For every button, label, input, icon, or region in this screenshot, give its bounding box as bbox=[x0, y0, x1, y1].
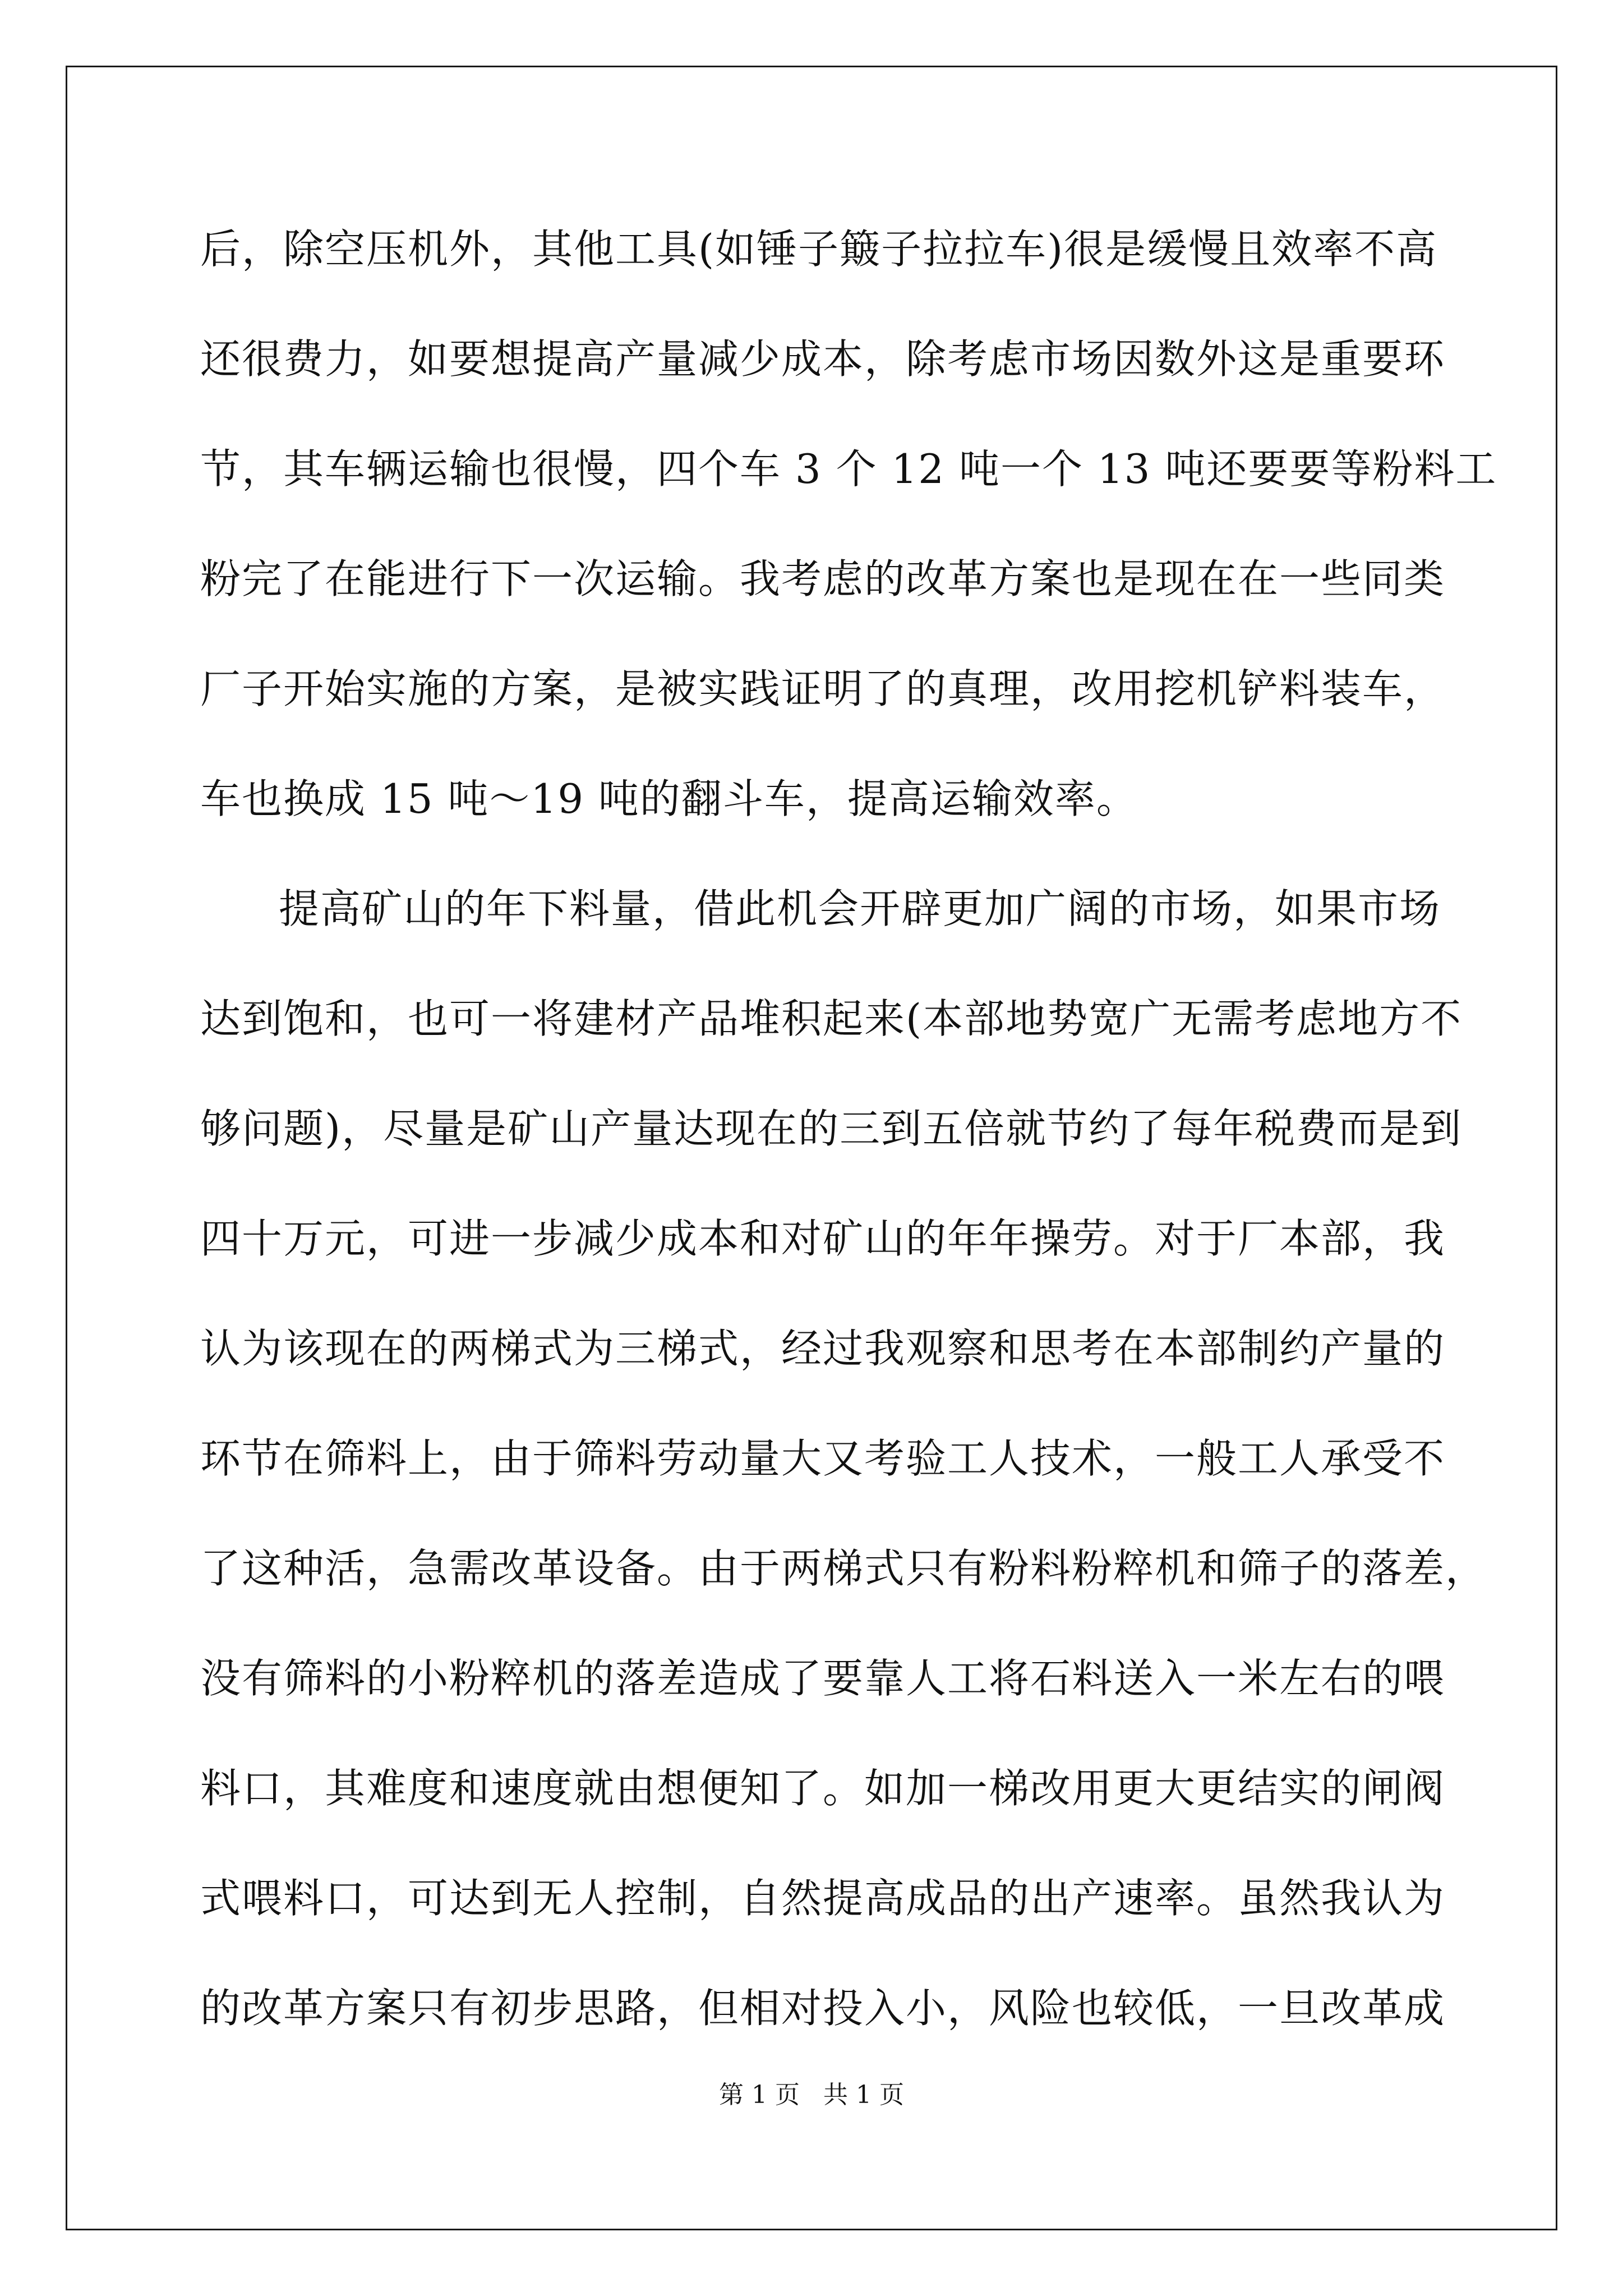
text-line: 料口，其难度和速度就由想便知了。如加一梯改用更大更结实的闸阀 bbox=[200, 1765, 1446, 1812]
text-line: 厂子开始实施的方案，是被实践证明了的真理，改用挖机铲料装车， bbox=[200, 665, 1446, 712]
text-line: 了这种活，急需改革设备。由于两梯式只有粉料粉粹机和筛子的落差， bbox=[200, 1545, 1487, 1592]
document-body bbox=[200, 215, 1497, 2085]
text-line: 节，其车辆运输也很慢，四个车 3 个 12 吨一个 13 吨还要要等粉料工 bbox=[200, 445, 1497, 493]
text-line: 车也换成 15 吨～19 吨的翻斗车，提高运输效率。 bbox=[200, 775, 1138, 822]
text-line: 达到饱和，也可一将建材产品堆积起来(本部地势宽广无需考虑地方不 bbox=[200, 995, 1463, 1042]
text-line: 认为该现在的两梯式为三梯式，经过我观察和思考在本部制约产量的 bbox=[200, 1325, 1446, 1372]
page-footer: 第 1 页 共 1 页 bbox=[719, 2081, 904, 2109]
text-line: 的改革方案只有初步思路，但相对投入小，风险也较低，一旦改革成 bbox=[200, 1985, 1446, 2032]
text-line: 环节在筛料上，由于筛料劳动量大又考验工人技术，一般工人承受不 bbox=[200, 1435, 1446, 1482]
text-line: 式喂料口，可达到无人控制，自然提高成品的出产速率。虽然我认为 bbox=[200, 1875, 1446, 1922]
paragraph-start-line: 提高矿山的年下料量，借此机会开辟更加广阔的市场，如果市场 bbox=[279, 885, 1441, 932]
text-line: 粉完了在能进行下一次运输。我考虑的改革方案也是现在在一些同类 bbox=[200, 555, 1446, 602]
text-line: 没有筛料的小粉粹机的落差造成了要靠人工将石料送入一米左右的喂 bbox=[200, 1655, 1446, 1702]
text-line: 后，除空压机外，其他工具(如锤子簸子拉拉车)很是缓慢且效率不高 bbox=[200, 226, 1438, 273]
text-line: 四十万元，可进一步减少成本和对矿山的年年操劳。对于厂本部，我 bbox=[200, 1215, 1446, 1262]
text-line: 够问题)，尽量是矿山产量达现在的三到五倍就节约了每年税费而是到 bbox=[200, 1105, 1463, 1152]
text-line: 还很费力，如要想提高产量减少成本，除考虑市场因数外这是重要环 bbox=[200, 335, 1446, 383]
